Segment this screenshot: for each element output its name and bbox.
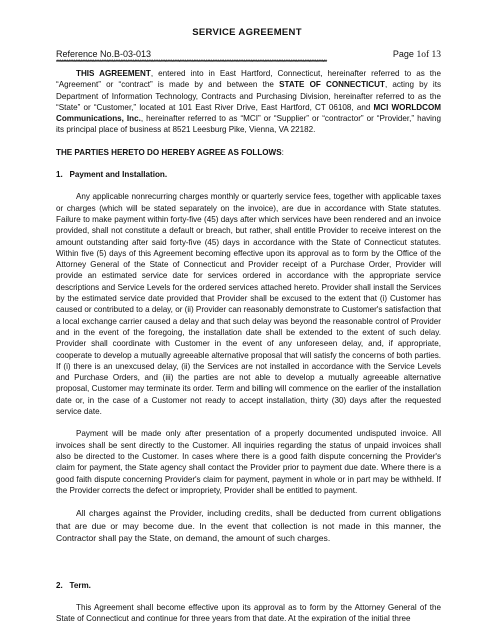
intro-lead: THIS AGREEMENT — [76, 69, 151, 78]
parties-heading — [56, 147, 441, 158]
document-title: SERVICE AGREEMENT — [192, 27, 302, 38]
page-label: Page — [392, 49, 414, 59]
intro-text-2: , acting by its Department of Information Technology, Contracts and Purchasing Division, hereinafter referred to as the “State” or “Customer,” located at 101 East River Drive, East Hartford, CT 06108, and — [56, 80, 441, 112]
page-count: 1of 13 — [416, 50, 441, 60]
separator-line: ************************************************************************************************************************************************************ — [56, 60, 327, 66]
section-1-paragraph-1: Any applicable nonrecurring charges monthly or quarterly service fees, together with applicable taxes or charges (which will be stated separately on the invoice), are due in accordance with State statutes. Failure to make payment within forty-five (45) days after which services have been rendered and an invoice provided, shall not constitute a default or breach, but rather, shall entitle Provider to receive interest on the amount outstanding after said forty-five (45) days in accordance with the State of Connecticut statutes. Within five (5) days of this Agreement becoming effective upon its approval as to form by the Office of the Attorney General of the State of Connecticut and Provider receipt of a Purchase Order, Provider will provide an estimated service date for services ordered in accordance with the appropriate service descriptions and Service Levels for the ordered services attached hereto. Provider shall install the Services by the estimated service date provided that Provider shall be excused to the extent that (i) Customer has caused or contributed to a delay, or (ii) Provider can reasonably demonstrate to Customer's satisfaction that a local exchange carrier caused a delay and that such delay was beyond the reasonable control of Provider and in the event of the foregoing, the installation date shall be extended to the extent of such delay. Provider shall coordinate with Customer in the event of any unforeseen delay, and, if appropriate, cooperate to develop a mutually agreeable alternative proposal that will satisfy the concerns of both parties. If (i) there is an unexcused delay, (ii) the Services are not installed in accordance with the Service Levels and Purchase Orders, and (iii) the parties are not able to develop a mutually agreeable alternative proposal, Customer may terminate its order. Term and billing will commence on the earlier of the installation date or, in the case of a Customer not ready to accept installation, thirty (30) days after the requested service date. — [56, 192, 441, 417]
parties-heading-text: THE PARTIES HERETO DO HEREBY AGREE AS FOLLOWS — [56, 147, 282, 157]
section-1-heading: 1. Payment and Installation. — [56, 170, 168, 180]
reference-number: Reference No.B-03-013 — [56, 49, 152, 59]
section-1-paragraph-3: All charges against the Provider, including credits, shall be deducted from current obligations that are due or may become due. In the event that collection is not made in this manner, the Contractor shall pay the State, on demand, the amount of such charges. — [56, 508, 441, 544]
agreement-body — [56, 68, 441, 625]
parties-heading-colon: : — [281, 147, 284, 157]
intro-state: STATE OF CONNECTICUT — [279, 80, 385, 90]
intro-paragraph — [56, 68, 441, 136]
section-1-paragraph-2: Payment will be made only after presentation of a properly documented undisputed invoice. All invoices shall be sent directly to the Customer. All inquiries regarding the status of unpaid invoices shall also be directed to the Customer. In cases where there is a good faith dispute concerning the Provider's claim for payment, the State agency shall contact the Provider prior to payment due date. Where there is a good faith dispute concerning Provider's claim for payment, payment in whole or in part may be withheld. If the Provider corrects the defect or impropriety, Provider shall be entitled to payment. — [56, 429, 441, 495]
intro-mci: MCI WORLDCOM Communications, Inc. — [56, 102, 441, 124]
intro-text-1: , entered into in East Hartford, Connecticut, hereinafter referred to as the “Agreement” or “contract” is made by and between the — [56, 69, 441, 90]
intro-text-3: , hereinafter referred to as “MCI” or “Supplier” or “contractor” or “Provider,” having its principal place of business at 8521 Leesburg Pike, Vienna, VA 22182. — [56, 114, 441, 135]
section-2-paragraph-1: This Agreement shall become effective upon its approval as to form by the Attorney General of the State of Connecticut and continue for three years from that date. At the expiration of the initial three — [56, 603, 441, 624]
section-2-heading: 2. Term. — [56, 580, 91, 590]
